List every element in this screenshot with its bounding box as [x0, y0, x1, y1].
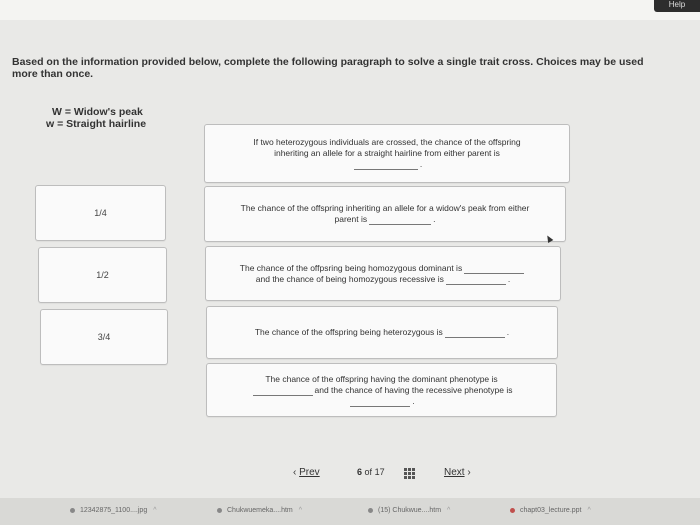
- sentence-box-3: [205, 246, 561, 301]
- grid-icon[interactable]: [404, 468, 416, 480]
- drop-blank[interactable]: [446, 283, 506, 285]
- download-name: chapt03_lecture.ppt: [520, 507, 582, 514]
- drop-blank[interactable]: [354, 168, 418, 170]
- sentence-end: .: [506, 327, 510, 337]
- chevron-up-icon[interactable]: ^: [587, 507, 591, 514]
- top-bar: [0, 0, 700, 20]
- file-icon: [510, 508, 515, 513]
- choice-label: 1/2: [96, 270, 109, 280]
- download-name: 12342875_1100....jpg: [80, 507, 148, 514]
- page-indicator: [357, 467, 385, 477]
- next-label: Next: [444, 467, 465, 478]
- choice-tile[interactable]: [40, 309, 168, 365]
- chevron-left-icon: ‹: [293, 467, 297, 478]
- sentence-text: If two heterozygous individuals are crossed, the chance of the offspring: [253, 137, 521, 147]
- sentence-end: .: [419, 159, 423, 169]
- instructions-text: Based on the information provided below, complete the following paragraph to solve a single trait cross. Choices may be used more than once.: [12, 56, 644, 80]
- download-item[interactable]: [217, 507, 302, 514]
- drop-blank[interactable]: [369, 223, 431, 225]
- sentence-text: The chance of the offpsring being homozygous dominant is: [239, 262, 463, 273]
- sentence-text: and the chance of being homozygous recessive is: [255, 273, 444, 284]
- download-item[interactable]: [510, 507, 591, 514]
- current-page: 6: [357, 467, 363, 477]
- chevron-right-icon: ›: [467, 467, 471, 478]
- chevron-up-icon[interactable]: ^: [447, 507, 451, 514]
- legend-recessive: w = Straight hairline: [46, 118, 147, 130]
- chevron-up-icon[interactable]: ^: [153, 507, 157, 514]
- sentence-text: The chance of the offspring having the dominant phenotype is: [265, 373, 498, 384]
- sentence-box-4: [206, 306, 558, 359]
- download-item[interactable]: [368, 507, 450, 514]
- prev-label: Prev: [299, 467, 320, 478]
- drop-blank[interactable]: [445, 336, 505, 338]
- sentence-box-2: [204, 186, 566, 242]
- sentence-box-1: [204, 124, 570, 183]
- download-item[interactable]: [70, 507, 157, 514]
- download-name: (15) Chukwue....htm: [378, 507, 442, 514]
- total-pages: 17: [374, 467, 385, 477]
- sentence-text: and the chance of having the recessive phenotype is: [314, 384, 513, 395]
- sentence-box-5: [206, 363, 557, 417]
- choice-label: 1/4: [94, 208, 107, 218]
- sentence-text: parent is: [334, 214, 368, 224]
- choice-label: 3/4: [97, 332, 111, 342]
- file-icon: [217, 508, 222, 513]
- sentence-end: .: [412, 395, 415, 406]
- trait-legend: [46, 106, 146, 130]
- sentence-text: The chance of the offspring inheriting an allele for a widow's peak from either: [240, 203, 530, 213]
- file-icon: [368, 508, 373, 513]
- file-icon: [70, 508, 75, 513]
- help-button[interactable]: Help: [654, 0, 700, 12]
- chevron-up-icon[interactable]: ^: [298, 507, 303, 514]
- choice-tile[interactable]: [38, 247, 167, 303]
- sentence-end: .: [433, 214, 436, 224]
- choice-tile[interactable]: [35, 185, 166, 241]
- next-button[interactable]: [444, 467, 471, 478]
- page-of-label: of: [364, 467, 373, 477]
- sentence-end: .: [507, 273, 511, 284]
- prev-button[interactable]: [293, 467, 320, 478]
- download-name: Chukwuemeka....htm: [227, 507, 293, 514]
- sentence-text: inheriting an allele for a straight hairline from either parent is: [274, 148, 500, 158]
- sentence-text: The chance of the offspring being heterozygous is: [254, 327, 443, 337]
- drop-blank[interactable]: [350, 405, 410, 407]
- legend-dominant: W = Widow's peak: [52, 106, 143, 118]
